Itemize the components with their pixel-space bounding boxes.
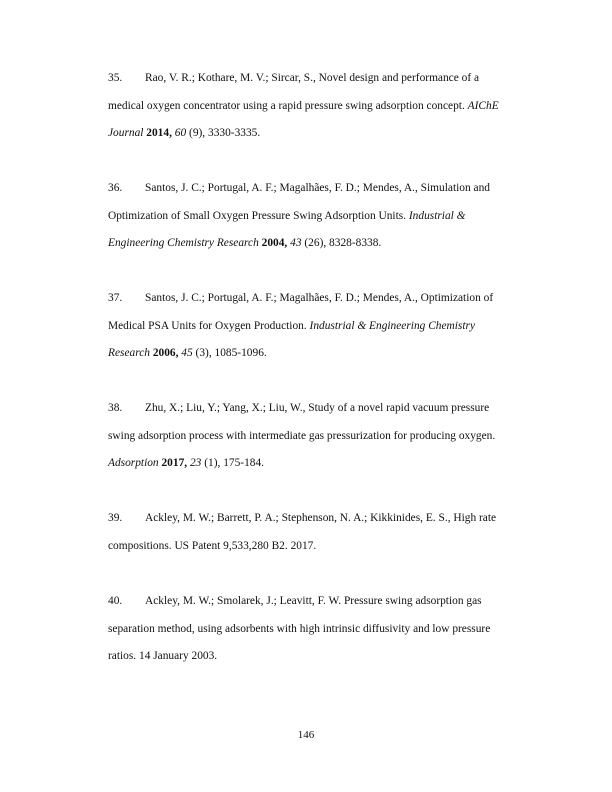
reference-text: Ackley, M. W.; Barrett, P. A.; Stephenson, N. A.; Kikkinides, E. S., High rate: [145, 512, 497, 524]
reference-line: [108, 423, 508, 451]
reference-39: [108, 505, 508, 560]
reference-text: Santos, J. C.; Portugal, A. F.; Magalhães, F. D.; Mendes, A., Optimization of: [145, 292, 494, 304]
volume: 43: [287, 237, 302, 249]
reference-line: [108, 175, 508, 203]
reference-line: [108, 313, 508, 341]
reference-text: compositions. US Patent 9,533,280 B2. 2017.: [108, 539, 317, 552]
issue-pages: (3), 1085-1096.: [192, 347, 267, 359]
reference-line: [108, 203, 508, 231]
reference-number: 40.: [108, 595, 123, 607]
issue-pages: (1), 175-184.: [201, 457, 265, 469]
reference-text: Optimization of Small Oxygen Pressure Swing Adsorption Units.: [108, 209, 409, 222]
volume: 60: [171, 127, 187, 139]
reference-line: [108, 616, 508, 644]
reference-38: [108, 395, 508, 478]
publication-year: 2014,: [143, 127, 172, 139]
volume: 45: [178, 347, 193, 359]
issue-pages: (26), 8328-8338.: [301, 237, 382, 249]
reference-37: [108, 285, 508, 368]
publication-year: 2006,: [149, 347, 179, 359]
page-number: 146: [297, 729, 315, 741]
reference-number: 38.: [108, 402, 123, 414]
reference-number: 35.: [108, 72, 123, 84]
reference-36: [108, 175, 508, 258]
reference-text: Ackley, M. W.; Smolarek, J.; Leavitt, F. W. Pressure swing adsorption gas: [145, 595, 482, 607]
journal-name: Journal: [108, 127, 144, 139]
reference-line: [108, 285, 508, 313]
reference-line: [108, 395, 508, 423]
reference-line: [108, 533, 508, 561]
reference-text: separation method, using adsorbents with high intrinsic diffusivity and low pressure: [108, 622, 491, 635]
reference-text: medical oxygen concentrator using a rapid pressure swing adsorption concept.: [108, 99, 468, 112]
volume: 23: [187, 457, 202, 469]
reference-line: [108, 450, 508, 478]
reference-text: Rao, V. R.; Kothare, M. V.; Sircar, S., Novel design and performance of a: [145, 72, 480, 84]
reference-number: 39.: [108, 512, 123, 524]
reference-line: [108, 588, 508, 616]
reference-text: swing adsorption process with intermediate gas pressurization for producing oxygen.: [108, 429, 496, 442]
reference-line: [108, 643, 508, 671]
reference-line: [108, 505, 508, 533]
reference-line: [108, 230, 508, 258]
reference-text: ratios. 14 January 2003.: [108, 650, 218, 662]
issue-pages: (9), 3330-3335.: [186, 127, 261, 139]
publication-year: 2004,: [258, 237, 288, 249]
journal-name: Engineering Chemistry Research: [108, 237, 259, 249]
reference-line: [108, 340, 508, 368]
reference-text: Santos, J. C.; Portugal, A. F.; Magalhães, F. D.; Mendes, A., Simulation and: [145, 182, 490, 194]
publication-year: 2017,: [158, 457, 188, 469]
reference-text: Medical PSA Units for Oxygen Production.: [108, 319, 310, 332]
journal-name: AIChE: [467, 99, 499, 112]
reference-40: [108, 588, 508, 671]
journal-name: Research: [108, 347, 150, 359]
reference-text: Zhu, X.; Liu, Y.; Yang, X.; Liu, W., Study of a novel rapid vacuum pressure: [145, 402, 490, 414]
journal-name: Industrial &: [408, 209, 466, 222]
journal-name: Industrial & Engineering Chemistry: [309, 319, 476, 332]
reference-line: [108, 120, 508, 148]
reference-line: [108, 65, 508, 93]
journal-name: Adsorption: [108, 457, 159, 469]
reference-line: [108, 93, 508, 121]
reference-35: [108, 65, 508, 148]
reference-number: 36.: [108, 182, 123, 194]
reference-number: 37.: [108, 292, 123, 304]
